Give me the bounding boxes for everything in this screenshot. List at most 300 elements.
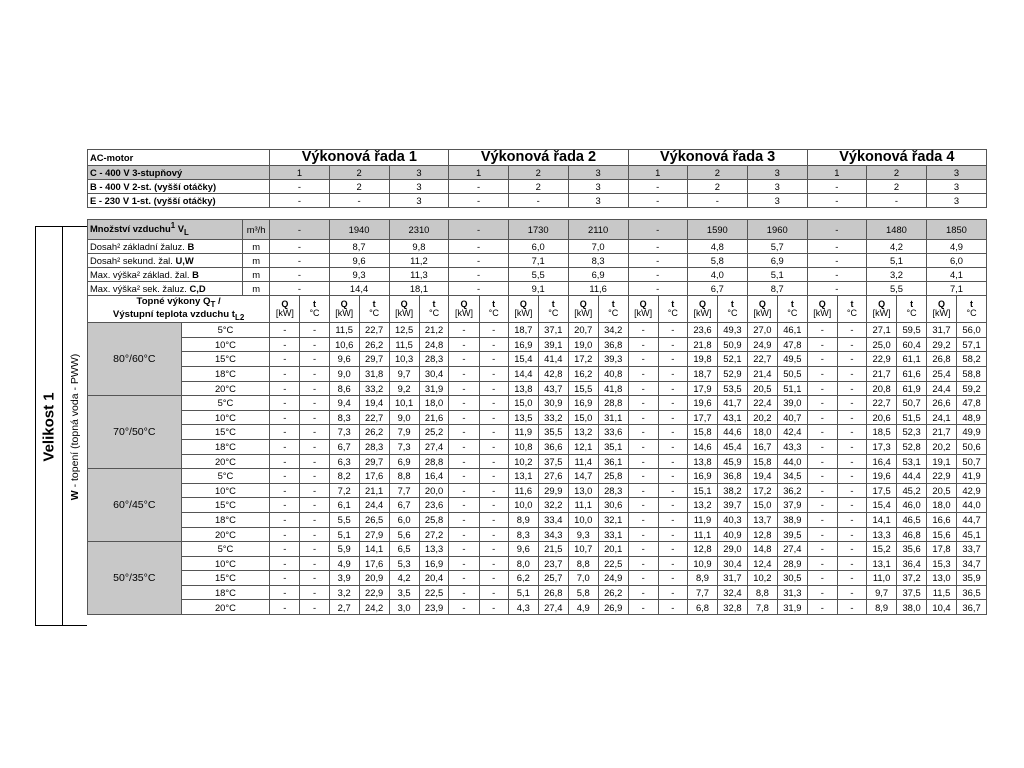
t-symbol: t — [313, 298, 317, 309]
value-cell: 43,3 — [777, 439, 807, 454]
value-cell: 8,2 — [329, 469, 359, 484]
value-cell: 11,0 — [867, 571, 897, 586]
value-cell: 27,0 — [747, 323, 777, 338]
value-cell: 15,4 — [508, 352, 538, 367]
motor-step-cell: 1 — [270, 166, 329, 180]
value-cell: 28,8 — [419, 454, 449, 469]
value-cell: 12,8 — [687, 542, 717, 557]
value-cell: 39,3 — [598, 352, 628, 367]
value-cell: 15,3 — [926, 556, 956, 571]
value-cell: 36,8 — [598, 337, 628, 352]
t-symbol: t — [850, 298, 854, 309]
q-unit: [kW] — [275, 308, 294, 319]
value-cell: 34,5 — [777, 469, 807, 484]
value-cell: 25,8 — [598, 469, 628, 484]
range-value: - — [449, 282, 508, 296]
value-cell: 24,4 — [359, 498, 389, 513]
value-cell: 34,7 — [957, 556, 987, 571]
value-cell: 27,4 — [419, 439, 449, 454]
value-cell: - — [270, 527, 300, 542]
motor-step-cell: 2 — [329, 166, 389, 180]
value-cell: 16,9 — [419, 556, 449, 571]
range-value: 11,3 — [389, 268, 449, 282]
value-cell: 45,2 — [897, 483, 927, 498]
t-symbol: t — [551, 298, 555, 309]
t-header — [777, 296, 807, 323]
value-cell: 53,1 — [897, 454, 927, 469]
value-cell: 28,3 — [359, 439, 389, 454]
value-cell: - — [658, 410, 687, 425]
value-cell: - — [807, 396, 837, 411]
motor-label: E - 230 V 1-st. (vyšší otáčky) — [88, 194, 270, 208]
size-sidebar — [35, 226, 87, 626]
value-cell: - — [658, 469, 687, 484]
value-cell: 6,2 — [508, 571, 538, 586]
value-cell: 15,0 — [508, 396, 538, 411]
q-symbol: Q — [340, 298, 348, 309]
value-cell: - — [837, 483, 866, 498]
value-cell: 46,5 — [897, 512, 927, 527]
value-cell: 10,1 — [389, 396, 419, 411]
range-label — [88, 254, 243, 268]
value-cell: - — [270, 556, 300, 571]
value-cell: 13,7 — [747, 512, 777, 527]
water-temp-label: 60°/45°C — [88, 469, 182, 542]
value-cell: 13,0 — [926, 571, 956, 586]
value-cell: 21,1 — [359, 483, 389, 498]
value-cell: 19,6 — [687, 396, 717, 411]
value-cell: 37,2 — [897, 571, 927, 586]
range-value: 5,5 — [867, 282, 927, 296]
motor-step-cell: - — [807, 180, 866, 194]
value-cell: 24,9 — [747, 337, 777, 352]
document-page — [35, 149, 987, 628]
value-cell: 8,3 — [329, 410, 359, 425]
value-cell: 27,4 — [538, 600, 568, 615]
range-value: - — [270, 268, 329, 282]
value-cell: 20,2 — [747, 410, 777, 425]
heating-header-text: Výstupní teplota vzduchu t — [112, 309, 235, 321]
value-cell: - — [479, 425, 508, 440]
q-unit: [kW] — [872, 308, 891, 319]
value-cell: 10,3 — [389, 352, 419, 367]
range-value: 7,1 — [926, 282, 986, 296]
value-cell: 5,9 — [329, 542, 359, 557]
range-value: 18,1 — [389, 282, 449, 296]
value-cell: 26,9 — [598, 600, 628, 615]
value-cell: - — [628, 585, 658, 600]
q-unit: [kW] — [693, 308, 712, 319]
airflow-footnote: 1 — [170, 221, 176, 231]
value-cell: - — [658, 498, 687, 513]
heating-header-end: / — [215, 296, 221, 307]
value-cell: - — [628, 571, 658, 586]
range-label-text: Max. výška² sek. žaluz. — [90, 282, 190, 294]
value-cell: - — [628, 556, 658, 571]
value-cell: - — [300, 469, 329, 484]
value-cell: - — [270, 366, 300, 381]
q-header — [270, 296, 300, 323]
value-cell: 21,8 — [687, 337, 717, 352]
motor-step-cell: 3 — [389, 180, 449, 194]
value-cell: 50,9 — [718, 337, 748, 352]
q-header — [867, 296, 897, 323]
t-unit: °C — [428, 308, 440, 319]
t-header — [419, 296, 449, 323]
value-cell: - — [449, 454, 479, 469]
airflow-value: 1850 — [926, 220, 986, 240]
value-cell: 9,0 — [329, 366, 359, 381]
value-cell: 61,9 — [897, 381, 927, 396]
value-cell: 47,8 — [777, 337, 807, 352]
t-header — [359, 296, 389, 323]
q-header — [389, 296, 419, 323]
performance-table — [87, 149, 987, 615]
range-value: 4,1 — [926, 268, 986, 282]
value-cell: - — [628, 425, 658, 440]
value-cell: 26,2 — [359, 337, 389, 352]
value-cell: 31,3 — [777, 585, 807, 600]
value-cell: 36,4 — [897, 556, 927, 571]
value-cell: 7,2 — [329, 483, 359, 498]
value-cell: - — [449, 352, 479, 367]
inlet-temp: 10°C — [181, 337, 270, 352]
value-cell: 33,6 — [598, 425, 628, 440]
airflow-value: - — [270, 220, 329, 240]
range-label-text: Max. výška² základ. žal. — [90, 268, 193, 280]
value-cell: - — [479, 366, 508, 381]
inlet-temp: 10°C — [181, 556, 270, 571]
value-cell: 29,9 — [538, 483, 568, 498]
motor-step-cell: 3 — [568, 180, 628, 194]
value-cell: 23,9 — [419, 600, 449, 615]
motor-step-cell: 3 — [389, 166, 449, 180]
inlet-temp: 5°C — [181, 542, 270, 557]
value-cell: - — [628, 483, 658, 498]
value-cell: 5,1 — [508, 585, 538, 600]
motor-step-cell: - — [628, 194, 687, 208]
value-cell: 9,4 — [329, 396, 359, 411]
value-cell: - — [270, 454, 300, 469]
value-cell: 58,8 — [957, 366, 987, 381]
value-cell: 44,0 — [777, 454, 807, 469]
value-cell: - — [300, 600, 329, 615]
value-cell: - — [449, 439, 479, 454]
unit-cell: m — [242, 240, 269, 254]
value-cell: - — [270, 381, 300, 396]
value-cell: 17,9 — [687, 381, 717, 396]
value-cell: 41,9 — [957, 469, 987, 484]
q-header — [687, 296, 717, 323]
inlet-temp: 20°C — [181, 527, 270, 542]
value-cell: 14,7 — [568, 469, 598, 484]
airflow-value: - — [449, 220, 508, 240]
value-cell: - — [628, 337, 658, 352]
value-cell: - — [837, 381, 866, 396]
range-value: 4,8 — [687, 240, 747, 254]
q-symbol: Q — [878, 298, 886, 309]
value-cell: - — [479, 556, 508, 571]
value-cell: - — [270, 483, 300, 498]
value-cell: - — [270, 425, 300, 440]
value-cell: 5,8 — [568, 585, 598, 600]
value-cell: - — [837, 323, 866, 338]
value-cell: - — [449, 542, 479, 557]
range-value: 4,2 — [867, 240, 927, 254]
range-value: - — [807, 254, 866, 268]
airflow-value: 2110 — [568, 220, 628, 240]
value-cell: 25,2 — [419, 425, 449, 440]
t-unit: °C — [369, 308, 380, 319]
q-header — [807, 296, 837, 323]
value-cell: - — [807, 585, 837, 600]
value-cell: 14,8 — [747, 542, 777, 557]
value-cell: 32,1 — [598, 512, 628, 527]
value-cell: 12,1 — [568, 439, 598, 454]
value-cell: - — [837, 527, 866, 542]
value-cell: 14,1 — [867, 512, 897, 527]
value-cell: - — [837, 439, 866, 454]
value-cell: - — [300, 571, 329, 586]
value-cell: - — [807, 483, 837, 498]
value-cell: 13,0 — [568, 483, 598, 498]
value-cell: - — [300, 556, 329, 571]
q-symbol: Q — [758, 298, 766, 309]
value-cell: 42,4 — [777, 425, 807, 440]
range-label — [88, 240, 243, 254]
value-cell: - — [300, 512, 329, 527]
value-cell: 7,7 — [389, 483, 419, 498]
q-unit: [kW] — [574, 308, 593, 319]
airflow-value: - — [807, 220, 866, 240]
range-label — [88, 268, 243, 282]
value-cell: 16,7 — [747, 439, 777, 454]
range-value: 7,1 — [508, 254, 568, 268]
series-title: Výkonová řada 2 — [449, 150, 628, 166]
value-cell: 37,1 — [538, 323, 568, 338]
heating-header-line-2 — [88, 309, 269, 322]
value-cell: - — [807, 352, 837, 367]
value-cell: - — [628, 527, 658, 542]
value-cell: 18,0 — [747, 425, 777, 440]
value-cell: 30,6 — [598, 498, 628, 513]
value-cell: - — [658, 381, 687, 396]
motor-step-cell: - — [449, 194, 508, 208]
value-cell: 45,4 — [718, 439, 748, 454]
range-value: 9,6 — [329, 254, 389, 268]
range-value: - — [270, 240, 329, 254]
t-header — [718, 296, 748, 323]
value-cell: 31,7 — [926, 323, 956, 338]
airflow-value: 1960 — [747, 220, 807, 240]
value-cell: 33,7 — [957, 542, 987, 557]
value-cell: - — [658, 600, 687, 615]
t-unit: °C — [727, 308, 738, 319]
value-cell: 33,4 — [538, 512, 568, 527]
range-value: 5,5 — [508, 268, 568, 282]
value-cell: - — [807, 439, 837, 454]
value-cell: 42,9 — [957, 483, 987, 498]
value-cell: - — [479, 571, 508, 586]
inlet-temp: 5°C — [181, 396, 270, 411]
value-cell: 57,1 — [957, 337, 987, 352]
range-value: 11,2 — [389, 254, 449, 268]
value-cell: 22,5 — [598, 556, 628, 571]
heating-header-row — [88, 296, 987, 323]
value-cell: 61,1 — [897, 352, 927, 367]
value-cell: - — [628, 469, 658, 484]
value-cell: 56,0 — [957, 323, 987, 338]
airflow-value: 1590 — [687, 220, 747, 240]
value-cell: 19,8 — [687, 352, 717, 367]
value-cell: - — [300, 323, 329, 338]
value-cell: 29,7 — [359, 454, 389, 469]
table-row — [88, 439, 987, 454]
motor-step-cell: - — [628, 180, 687, 194]
value-cell: 39,0 — [777, 396, 807, 411]
value-cell: 13,5 — [508, 410, 538, 425]
table-row — [88, 483, 987, 498]
value-cell: 49,3 — [718, 323, 748, 338]
value-cell: 36,1 — [598, 454, 628, 469]
value-cell: 9,6 — [508, 542, 538, 557]
airflow-value: 1940 — [329, 220, 389, 240]
value-cell: - — [628, 454, 658, 469]
value-cell: - — [658, 396, 687, 411]
q-symbol: Q — [281, 298, 289, 309]
value-cell: - — [807, 366, 837, 381]
value-cell: 5,3 — [389, 556, 419, 571]
value-cell: 11,1 — [687, 527, 717, 542]
t-unit: °C — [787, 308, 798, 319]
q-symbol: Q — [400, 298, 408, 309]
value-cell: 36,7 — [957, 600, 987, 615]
value-cell: - — [300, 337, 329, 352]
value-cell: - — [837, 512, 866, 527]
q-unit: [kW] — [454, 308, 473, 319]
value-cell: 26,6 — [926, 396, 956, 411]
value-cell: 6,0 — [389, 512, 419, 527]
range-value: 5,8 — [687, 254, 747, 268]
value-cell: 15,6 — [926, 527, 956, 542]
motor-step-cell: 3 — [568, 194, 628, 208]
value-cell: 6,1 — [329, 498, 359, 513]
value-cell: 5,6 — [389, 527, 419, 542]
range-label — [88, 282, 243, 296]
value-cell: 37,9 — [777, 498, 807, 513]
value-cell: 36,6 — [538, 439, 568, 454]
value-cell: 11,5 — [926, 585, 956, 600]
value-cell: 44,0 — [957, 498, 987, 513]
range-value: - — [449, 268, 508, 282]
value-cell: 31,9 — [419, 381, 449, 396]
value-cell: 41,7 — [718, 396, 748, 411]
value-cell: 15,8 — [687, 425, 717, 440]
inlet-temp: 10°C — [181, 410, 270, 425]
value-cell: - — [628, 381, 658, 396]
q-symbol: Q — [698, 298, 706, 309]
value-cell: 7,3 — [329, 425, 359, 440]
range-value: - — [628, 240, 687, 254]
value-cell: 49,9 — [957, 425, 987, 440]
value-cell: - — [658, 585, 687, 600]
value-cell: 22,7 — [867, 396, 897, 411]
value-cell: 22,7 — [747, 352, 777, 367]
value-cell: 15,4 — [867, 498, 897, 513]
value-cell: - — [658, 454, 687, 469]
value-cell: 17,2 — [568, 352, 598, 367]
value-cell: 46,0 — [897, 498, 927, 513]
value-cell: 29,0 — [718, 542, 748, 557]
value-cell: 15,8 — [747, 454, 777, 469]
value-cell: - — [837, 585, 866, 600]
value-cell: - — [807, 600, 837, 615]
value-cell: - — [270, 410, 300, 425]
value-cell: 46,8 — [897, 527, 927, 542]
t-unit: °C — [846, 308, 857, 319]
q-symbol: Q — [579, 298, 587, 309]
value-cell: 27,4 — [777, 542, 807, 557]
series-title: Výkonová řada 4 — [807, 150, 986, 166]
range-value: 14,4 — [329, 282, 389, 296]
value-cell: - — [449, 469, 479, 484]
value-cell: 13,2 — [568, 425, 598, 440]
value-cell: 35,9 — [957, 571, 987, 586]
value-cell: - — [658, 425, 687, 440]
value-cell: 60,4 — [897, 337, 927, 352]
value-cell: 39,1 — [538, 337, 568, 352]
value-cell: 25,4 — [926, 366, 956, 381]
inlet-temp: 10°C — [181, 483, 270, 498]
value-cell: 13,1 — [508, 469, 538, 484]
t-header — [538, 296, 568, 323]
value-cell: - — [837, 571, 866, 586]
value-cell: 37,5 — [538, 454, 568, 469]
spacer-cell — [88, 208, 987, 220]
value-cell: 59,5 — [897, 323, 927, 338]
value-cell: 11,1 — [568, 498, 598, 513]
value-cell: 38,9 — [777, 512, 807, 527]
value-cell: 20,1 — [598, 542, 628, 557]
value-cell: - — [479, 410, 508, 425]
value-cell: 9,3 — [568, 527, 598, 542]
value-cell: 6,7 — [389, 498, 419, 513]
value-cell: 27,6 — [538, 469, 568, 484]
t-unit: °C — [966, 308, 977, 319]
t-header — [598, 296, 628, 323]
value-cell: - — [837, 366, 866, 381]
table-row — [88, 469, 987, 484]
t-symbol: t — [432, 298, 436, 309]
range-label-code: U,W — [175, 254, 194, 266]
value-cell: - — [628, 439, 658, 454]
value-cell: - — [628, 498, 658, 513]
value-cell: 15,5 — [568, 381, 598, 396]
value-cell: 12,8 — [747, 527, 777, 542]
range-value: 6,9 — [568, 268, 628, 282]
value-cell: 18,7 — [687, 366, 717, 381]
value-cell: 28,3 — [598, 483, 628, 498]
value-cell: - — [300, 585, 329, 600]
value-cell: 26,8 — [538, 585, 568, 600]
value-cell: 28,8 — [598, 396, 628, 411]
value-cell: 23,6 — [687, 323, 717, 338]
range-value: 5,7 — [747, 240, 807, 254]
inlet-temp: 15°C — [181, 425, 270, 440]
value-cell: 8,3 — [508, 527, 538, 542]
table-row — [88, 542, 987, 557]
value-cell: - — [300, 527, 329, 542]
